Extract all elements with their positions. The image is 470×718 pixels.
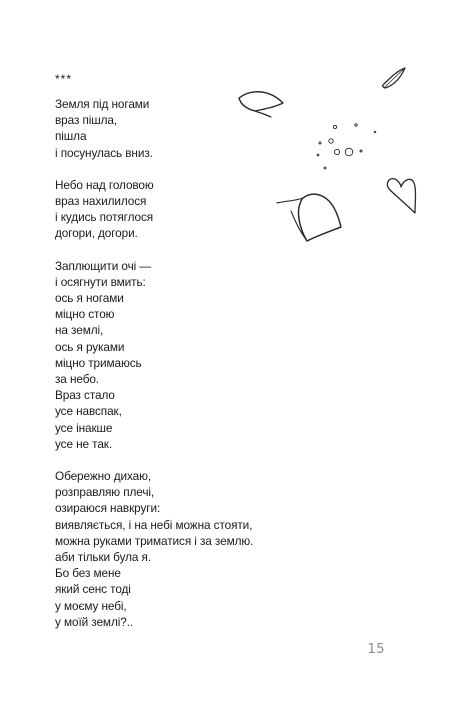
bubbles-icon (317, 124, 376, 169)
poem-line: на землі, (55, 323, 104, 338)
poem-line: і осягнути вмить: (55, 274, 146, 289)
poem-line: у моєму небі, (55, 598, 127, 613)
leaf-icon (239, 92, 283, 117)
stanza-3 (55, 258, 355, 388)
page-number: 15 (367, 642, 385, 657)
leaf-icon (383, 68, 405, 88)
poem-line: міцно тримаюсь (55, 355, 142, 370)
poem-line: Небо над головою (55, 177, 154, 192)
poem-line: Заплющити очі — (55, 258, 152, 273)
poem-line: враз нахилилося (55, 194, 147, 209)
poem-line: виявляється, і на небі можна стояти, (55, 517, 253, 532)
poem-line: за небо. (55, 372, 99, 387)
falling-leaves-illustration (225, 55, 425, 255)
stanza-6 (55, 565, 355, 630)
poem-line: догори, догори. (55, 226, 138, 241)
poem-line: Бо без мене (55, 566, 121, 581)
poem-line: Обережно дихаю, (55, 469, 152, 484)
poem-line: враз пішла, (55, 113, 118, 128)
poem-line: міцно стою (55, 307, 115, 322)
asterism: *** (55, 72, 73, 86)
poem-line: усе навспак, (55, 404, 122, 419)
poem-line: ось я руками (55, 339, 125, 354)
poem-line: озираюся навкруги: (55, 501, 161, 516)
poem-line: Враз стало (55, 388, 115, 403)
poem-line: який сенс тоді (55, 582, 131, 597)
poem-line: і посунулась вниз. (55, 145, 153, 160)
stanza-4 (55, 387, 355, 452)
poem-line: у моїй землі?.. (55, 614, 134, 629)
poem-line: аби тільки була я. (55, 550, 151, 565)
poem-line: і кудись потяглося (55, 210, 154, 225)
poem-line: розправляю плечі, (55, 485, 155, 500)
stanza-5 (55, 468, 355, 565)
poem-line: ось я ногами (55, 291, 124, 306)
poem-line: можна руками триматися і за землю. (55, 533, 254, 548)
leaf-icon (277, 194, 341, 241)
poem-line: Земля під ногами (55, 97, 150, 111)
poem-line: пішла (55, 129, 87, 144)
poem-line: усе інакше (55, 420, 113, 435)
poem-line: усе не так. (55, 436, 113, 451)
heart-leaf-icon (387, 179, 415, 213)
